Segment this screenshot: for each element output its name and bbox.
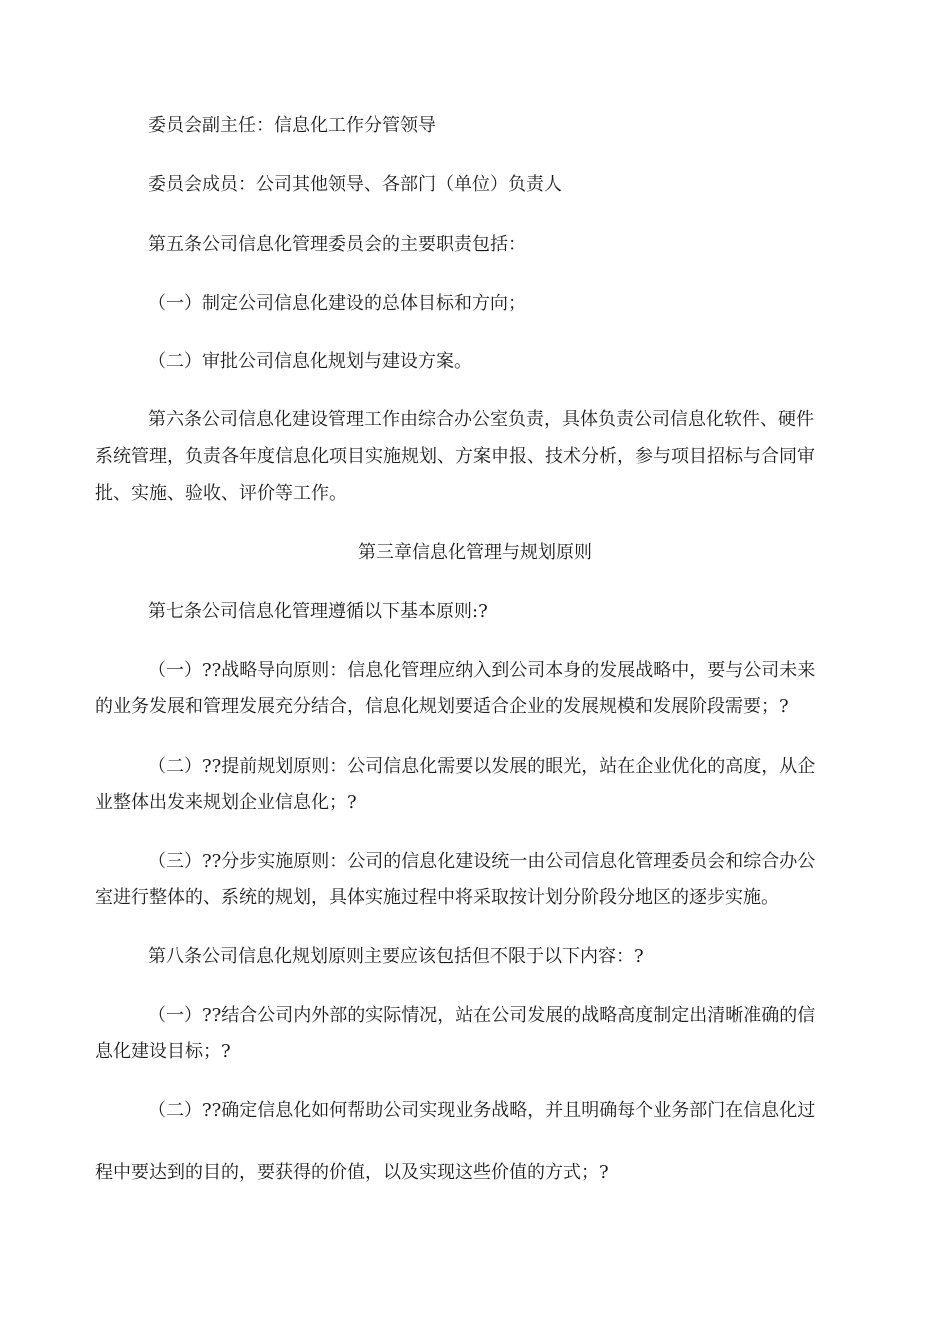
article-8-item-2-line-2: 程中要达到的目的，要获得的价值，以及实现这些价值的方式；? xyxy=(95,1162,609,1183)
article-8-item-1-line-2: 息化建设目标；? xyxy=(95,1041,231,1062)
article-6-line-3: 批、实施、验收、评价等工作。 xyxy=(95,483,347,504)
article-7-item-3-line-1: （三）??分步实施原则：公司的信息化建设统一由公司信息化管理委员会和综合办公 xyxy=(148,851,816,872)
article-7-heading: 第七条公司信息化管理遵循以下基本原则:? xyxy=(148,601,488,622)
article-6-line-2: 系统管理，负责各年度信息化项目实施规划、方案申报、技术分析，参与项目招标与合同审 xyxy=(95,446,815,467)
article-7-item-1-line-1: （一）??战略导向原则：信息化管理应纳入到公司本身的发展战略中，要与公司未来 xyxy=(148,660,816,681)
article-7-item-1-line-2: 的业务发展和管理发展充分结合，信息化规划要适合企业的发展规模和发展阶段需要；? xyxy=(95,696,789,717)
article-7-item-2-line-2: 业整体出发来规划企业信息化；? xyxy=(95,792,357,813)
committee-vice-director-line: 委员会副主任：信息化工作分管领导 xyxy=(148,115,436,136)
article-5-item-1: （一）制定公司信息化建设的总体目标和方向； xyxy=(148,293,526,314)
article-7-item-3-line-2: 室进行整体的、系统的规划，具体实施过程中将采取按计划分阶段分地区的逐步实施。 xyxy=(95,887,779,908)
article-5-heading: 第五条公司信息化管理委员会的主要职责包括： xyxy=(148,234,526,255)
article-7-item-2-line-1: （二）??提前规划原则：公司信息化需要以发展的眼光，站在企业优化的高度，从企 xyxy=(148,756,816,777)
chapter-3-title: 第三章信息化管理与规划原则 xyxy=(358,542,592,563)
article-6-line-1: 第六条公司信息化建设管理工作由综合办公室负责，具体负责公司信息化软件、硬件 xyxy=(148,409,814,430)
article-8-heading: 第八条公司信息化规划原则主要应该包括但不限于以下内容：? xyxy=(148,946,644,967)
article-8-item-1-line-1: （一）??结合公司内外部的实际情况，站在公司发展的战略高度制定出清晰准确的信 xyxy=(148,1005,816,1026)
committee-members-line: 委员会成员：公司其他领导、各部门（单位）负责人 xyxy=(148,174,562,195)
article-8-item-2-line-1: （二）??确定信息化如何帮助公司实现业务战略，并且明确每个业务部门在信息化过 xyxy=(148,1100,816,1121)
article-5-item-2: （二）审批公司信息化规划与建设方案。 xyxy=(148,351,472,372)
